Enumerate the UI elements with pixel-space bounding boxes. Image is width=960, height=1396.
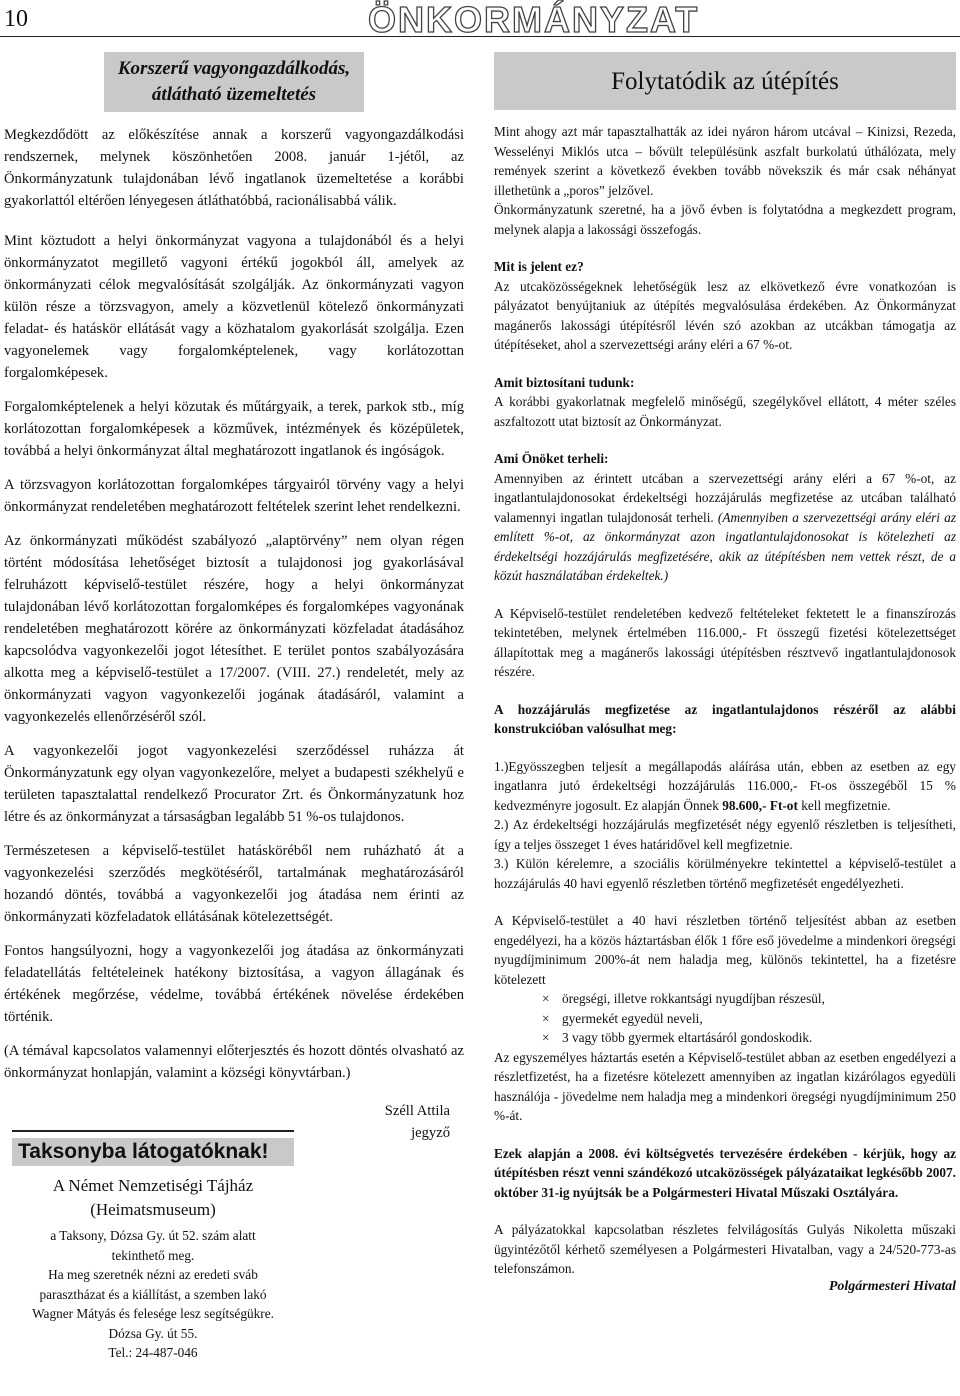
right-paragraph: Az utcaközösségeknek lehetőségük lesz az elkövetkező évre vonatkozóan is pályázatot benyújtaniuk az útépítés megvalósulása érdekében. Az Önkormányzat magánerős lakossági útépítésről lévén szó azokban az utcákban támogatja az útépítéseket, ahol a szervezettségi arány eléri a 67 %-ot. [494,278,956,352]
page-number: 10 [4,6,28,32]
right-paragraph: A Képviselő-testület rendeletében kedvező feltételeket fektetett le a finanszírozás tekintetében, melynek értelmében 116.000,- Ft összegű fizetési kötelezettséget állapítottak meg a magánerős lakossági útépítésben résztvevő ingatlantulajdonosok részére. [494,605,956,679]
left-title-line2: átlátható üzemeltetés [151,84,317,105]
payment-option-3: 3.) Külön kérelemre, a szociális körülményekre tekintettel a képviselő-testület a hozzájárulás 40 havi egyenlő részletben történő megfizetését engedélyezheti. [494,856,956,891]
right-paragraph: Amennyiben az érintett utcában a szervezettségi arány eléri a 67 %-ot, az ingatlantulajdonosokat érdekeltségi hozzájárulás megfizetése az utcában található valamennyi ingatlan tulajdonosát terheli. (Amennyiben a szervezettségi arány eléri az említett %-ot, az önkormányzat azon ingatlantulajdonosokat is kötelezheti az érdekeltségi hozzájárulás megfizetésére, akik az útépítésben nem vettek részt, de a közút használatában érdekeltek.) [494,470,956,583]
section-heading: Mit is jelent ez? [494,259,584,274]
left-column [4,52,464,1144]
list-item: × öregségi, illetve rokkantsági nyugdíjban részesül, [494,989,956,1009]
payment-option-1: 1.)Egyösszegben teljesít a megállapodás aláírása után, ebben az esetben az egy ingatlanra jutó érdekeltségi hozzájárulás 116.000,- Ft-os összegéből 15 % kedvezményre jogosult. Ez alapján Önnek 98.600,- Ft-ot kell megfizetnie. [494,758,956,813]
left-title-line1: Korszerű vagyongazdálkodás, [117,58,351,79]
left-paragraph: Természetesen a képviselő-testület hatásköréből nem ruházható át a vagyonkezelési szerződés megkötéséről, tartalmának meghatározásáról hozandó döntés, továbbá a vagyonkezelői jog átadása nem érinti az önkormányzati közfeladatok ellátásának kötelezettségét. [4,843,464,925]
right-paragraph: A Képviselő-testület a 40 havi részletben történő teljesítést abban az esetben engedélyezi, ha a közös háztartásban élők 1 főre eső jövedelme a mindenkori öregségi nyugdíjminimum 200%-át nem haladja meg, különös tekintettel, ha a fizetésre kötelezett [494,913,956,987]
section-heading: Ami Önöket terheli: [494,451,609,466]
museum-address: a Taksony, Dózsa Gy. út 52. szám alatt tekinthető meg. Ha meg szeretnék nézni az eredeti sváb parasztházat és a kiállítást, a szemben lakó Wagner Mátyás és felesége lesz segítségükre. Dózsa Gy. út 55. Tel.: 24-487-046 [32,1228,274,1360]
left-paragraph: Az önkormányzati működést szabályozó „alaptörvény” nem olyan régen történt módosítása lehetőséget biztosít a tulajdonosi jog gyakorlásával felruházott képviselő-testület részére, hogy a helyi önkormányzat tulajdonában lévő korlátozottan forgalomképes és forgalomképes vagyonának rendeletében meghatározott körére az önkormányzati közfeladat átadásához kapcsolódva vagyonkezelői jogot létesíthet. E terület pontos szabályozására alkotta meg a képviselő-testület a 17/2007. (VIII. 27.) rendeletét, mely az önkormányzati vagyon vagyonkezelői jogának átadásáról, valamint a vagyonkezelés ellenőrzéséről szól. [4,533,464,725]
left-paragraph: Mint köztudott a helyi önkormányzat vagyona a tulajdonából és a helyi önkormányzatot megillető vagyoni értékű jogokból áll, amelyek az önkormányzati célok megvalósítását szolgálják. Az önkormányzati vagyon külön része a törzsvagyon, amely a közvetlenül kötelező önkormányzati feladat- és hatáskör ellátását vagy a közhatalom gyakorlását szolgálja. Ezen vagyonelemek vagy forgalomképtelenek, vagy korlátozottan forgalomképesek. [4,233,464,381]
museum-subtitle: (Heimatsmuseum) [90,1200,216,1219]
call-to-action: Ezek alapján a 2008. évi költségvetés tervezésére érdekében - kérjük, hogy az útépítésben részt venni szándékozó utcaközösségek pályázataikat legkésőbb 2007. október 31-ig nyújtsák be a Polgármesteri Hivatal Műszaki Osztályára. [494,1145,956,1200]
cross-icon: × [542,991,550,1006]
left-paragraph: Fontos hangsúlyozni, hogy a vagyonkezelői jog átadása az önkormányzati feladatellátás feltételeinek hatékony biztosítása, a vagyon állagának és értékének megőrzése, védelme, továbbá értékének növelése érdekében történik. [4,943,464,1025]
right-paragraph: Az egyszemélyes háztartás esetén a Képviselő-testület abban az esetben engedélyezi a részletfizetést, ha a fizetésre kötelezett amennyiben az ingatlan kizárólagos egyedüli használója - jövedelme nem haladja meg a mindenkori öregségi nyugdíjminimum 250 %-át. [494,1049,956,1123]
cross-icon: × [542,1010,550,1026]
masthead-title: ÖNKORMÁNYZAT [368,0,700,40]
signature-name: Széll Attila [384,1103,450,1119]
list-item: × gyermekét egyedül neveli, [494,1009,956,1029]
left-paragraph: A törzsvagyon korlátozottan forgalomképes tárgyairól törvény vagy a helyi önkormányzat rendeletében meghatározott feltételek szerint lehet rendelkezni. [4,477,464,515]
right-article-title: Folytatódik az útépítés [494,52,956,110]
right-paragraph: A korábbi gyakorlatnak megfelelő minőségű, szegélykővel ellátott, 4 méter széles aszfaltozott utat biztosít az Önkormányzat. [494,394,956,429]
list-item: × 3 vagy több gyermek eltartásáról gondoskodik. [494,1028,956,1048]
right-column [494,52,956,1295]
left-paragraph: Megkezdődött az előkészítése annak a korszerű vagyongazdálkodási rendszernek, melynek köszönhetően 2008. január 1-jétől, az Önkormányzatunk tulajdonában lévő ingatlanok üzemeltetése a korábbi gyakorlattól eltérően lényegesen átláthatóbbá, racionálisabbá válik. [4,127,464,209]
section-heading: Amit biztosítani tudunk: [494,374,635,390]
right-intro: Mint ahogy azt már tapasztalhatták az idei nyáron három utcával – Kinizsi, Rezeda, Wesselényi Miklós utca – bővült településünk aszfalt burkolatú úthálózata, mely remények szerint a következő években tovább növekszik és már csak néhányat illethetünk a „poros” jelzővel. [494,124,956,198]
payment-option-2: 2.) Az érdekeltségi hozzájárulás megfizetését négy egyenlő részletben is teljesítheti, így a teljes összeget 1 éves határidővel kell megfizetnie. [494,817,956,852]
right-paragraph: A pályázatokkal kapcsolatban részletes felvilágosítás Gulyás Nikoletta műszaki ügyintézőtől kérhető személyesen a Polgármesteri Hivatalban, vagy a 24/520-773-as telefonszámon. [494,1222,956,1276]
right-signature: Polgármesteri Hivatal [828,1278,956,1294]
right-intro: Önkormányzatunk szeretné, ha a jövő évben is folytatódna a megkezdett program, melynek alapja a lakossági összefogás. [494,202,956,237]
left-article-title [104,52,364,112]
left-paragraph: A vagyonkezelői jogot vagyonkezelési szerződéssel ruházza át Önkormányzatunk egy olyan vagyonkezelőre, melyet a budapesti székhelyű e területen tapasztalattal rendelkező Procurator Zrt. és Önkormányzatunk hoz létre és az önkormányzat a társaságban legalább 51 %-os tulajdonos. [4,743,464,825]
visitor-info-heading: Taksonyba látogatóknak! [12,1138,294,1166]
cross-icon: × [542,1030,550,1045]
visitor-info-box [12,1130,294,1380]
section-heading: A hozzájárulás megfizetése az ingatlantulajdonos részéről az alábbi konstrukcióban valósulhat meg: [494,701,956,736]
left-paragraph: (A témával kapcsolatos valamennyi előterjesztés és hozott döntés olvasható az önkormányzat honlapján, valamint a községi könyvtárban.) [4,1043,464,1081]
header-rule [0,36,960,37]
left-paragraph: Forgalomképtelenek a helyi közutak és műtárgyaik, a terek, parkok stb., míg korlátozottan forgalomképesek a közművek, intézmények és középületek, továbbá a helyi önkormányzat által meghatározott ingatlanok és ingóságok. [4,399,464,459]
signature-role: jegyző [411,1125,450,1141]
museum-name: A Német Nemzetiségi Tájház [52,1176,254,1195]
